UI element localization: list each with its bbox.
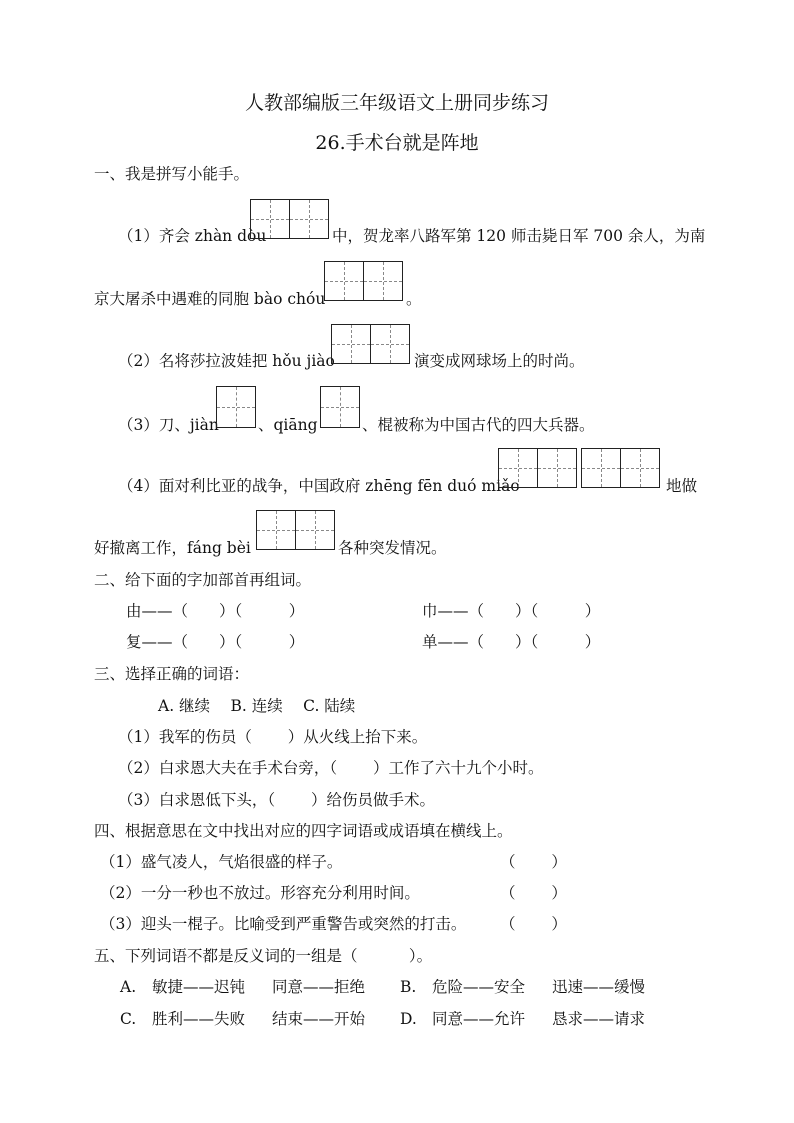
- answer-grid-baochou[interactable]: [324, 261, 403, 301]
- option-c-pair-2: 结束——开始: [272, 1010, 366, 1028]
- option-c-label[interactable]: C.: [120, 1010, 137, 1028]
- section4-heading: 四、根据意思在文中找出对应的四字词语或成语填在横线上。: [94, 822, 513, 840]
- radical-char: 由——: [126, 602, 173, 620]
- section3-heading: 三、选择正确的词语：: [94, 665, 250, 683]
- answer-blank[interactable]: （ ）: [500, 853, 567, 871]
- page-title: 人教部编版三年级语文上册同步练习: [244, 92, 549, 114]
- q1b-text-after: 。: [406, 290, 422, 308]
- option-a-pair-2: 同意——拒绝: [272, 978, 366, 996]
- option-b-pair-1: 危险——安全: [432, 978, 526, 996]
- answer-grid-fangbei[interactable]: [256, 510, 335, 550]
- radical-item: [126, 632, 304, 652]
- option-d-pair-2: 恳求——请求: [552, 1010, 646, 1028]
- q4a-text-after: 地做: [666, 477, 698, 495]
- answer-grid-zhandou[interactable]: [250, 199, 329, 239]
- option-b-pair-2: 迅速——缓慢: [552, 978, 646, 996]
- answer-grid-jian[interactable]: [216, 386, 256, 428]
- grid-cell[interactable]: [289, 199, 329, 239]
- option-a-pair-1: 敏捷——迟钝: [152, 978, 246, 996]
- meaning-item-1: （1）盛气凌人，气焰很盛的样子。: [100, 853, 343, 871]
- answer-blank[interactable]: （ ）: [500, 884, 567, 902]
- grid-cell[interactable]: [250, 199, 290, 239]
- option-d-label[interactable]: D.: [400, 1010, 417, 1028]
- answer-grid-houjiao[interactable]: [331, 324, 410, 364]
- option-c-pair-1: 胜利——失败: [152, 1010, 246, 1028]
- q4b-text-after: 各种突发情况。: [338, 539, 447, 557]
- answer-blank[interactable]: （ ）: [500, 915, 567, 933]
- grid-cell[interactable]: [581, 448, 621, 488]
- answer-blanks[interactable]: （ ）（ ）: [172, 633, 305, 651]
- option-a-label[interactable]: A.: [120, 978, 137, 996]
- q4b-text-before: 好撤离工作，fáng bèi: [94, 539, 251, 557]
- q1a-text-before: （1）齐会 zhàn dòu: [118, 227, 267, 245]
- answer-blanks[interactable]: （ ）（ ）: [172, 602, 305, 620]
- grid-cell[interactable]: [620, 448, 660, 488]
- choice-question-3[interactable]: （3）白求恩低下头，（ ）给伤员做手术。: [118, 791, 436, 809]
- grid-cell[interactable]: [370, 324, 410, 364]
- lesson-title: 26.手术台就是阵地: [315, 132, 479, 154]
- q1a-text-after: 中，贺龙率八路军第 120 师击毙日军 700 余人，为南: [332, 227, 706, 245]
- q2-text-after: 演变成网球场上的时尚。: [414, 352, 585, 370]
- word-options: A. 继续 B. 连续 C. 陆续: [158, 697, 356, 715]
- meaning-item-2: （2）一分一秒也不放过。形容充分利用时间。: [100, 884, 420, 902]
- choice-question-2[interactable]: （2）白求恩大夫在手术台旁，（ ）工作了六十九个小时。: [118, 759, 544, 777]
- q3-text-a: （3）刀、jiàn: [118, 416, 219, 434]
- grid-cell[interactable]: [256, 510, 296, 550]
- radical-item: [126, 601, 304, 621]
- section5-heading: 五、下列词语不都是反义词的一组是（ ）。: [94, 947, 433, 965]
- radical-item: [422, 601, 600, 621]
- grid-cell[interactable]: [331, 324, 371, 364]
- meaning-item-3: （3）迎头一棍子。比喻受到严重警告或突然的打击。: [100, 915, 467, 933]
- radical-char: 复——: [126, 633, 173, 651]
- grid-cell[interactable]: [320, 386, 360, 428]
- section1-heading: 一、我是拼写小能手。: [94, 165, 250, 183]
- radical-char: 单——: [422, 633, 469, 651]
- grid-cell[interactable]: [324, 261, 364, 301]
- radical-item: [422, 632, 600, 652]
- grid-cell[interactable]: [216, 386, 256, 428]
- choice-question-1[interactable]: （1）我军的伤员（ ）从火线上抬下来。: [118, 728, 428, 746]
- grid-cell[interactable]: [295, 510, 335, 550]
- q3-text-b: 、qiāng: [258, 416, 318, 434]
- q4a-text-before: （4）面对利比亚的战争，中国政府 zhēng fēn duó miǎo: [118, 477, 520, 495]
- answer-blanks[interactable]: （ ）（ ）: [468, 633, 601, 651]
- answer-blanks[interactable]: （ ）（ ）: [468, 602, 601, 620]
- q3-text-c: 、棍被称为中国古代的四大兵器。: [362, 416, 595, 434]
- q2-text-before: （2）名将莎拉波娃把 hǒu jiào: [118, 352, 335, 370]
- option-d-pair-1: 同意——允许: [432, 1010, 526, 1028]
- grid-cell[interactable]: [498, 448, 538, 488]
- q1b-text-before: 京大屠杀中遇难的同胞 bào chóu: [94, 290, 326, 308]
- radical-char: 巾——: [422, 602, 469, 620]
- option-b-label[interactable]: B.: [400, 978, 417, 996]
- grid-cell[interactable]: [363, 261, 403, 301]
- section2-heading: 二、给下面的字加部首再组词。: [94, 571, 312, 589]
- answer-grid-zhengfenduomiao[interactable]: [498, 448, 664, 488]
- answer-grid-qiang[interactable]: [320, 386, 360, 428]
- grid-cell[interactable]: [537, 448, 577, 488]
